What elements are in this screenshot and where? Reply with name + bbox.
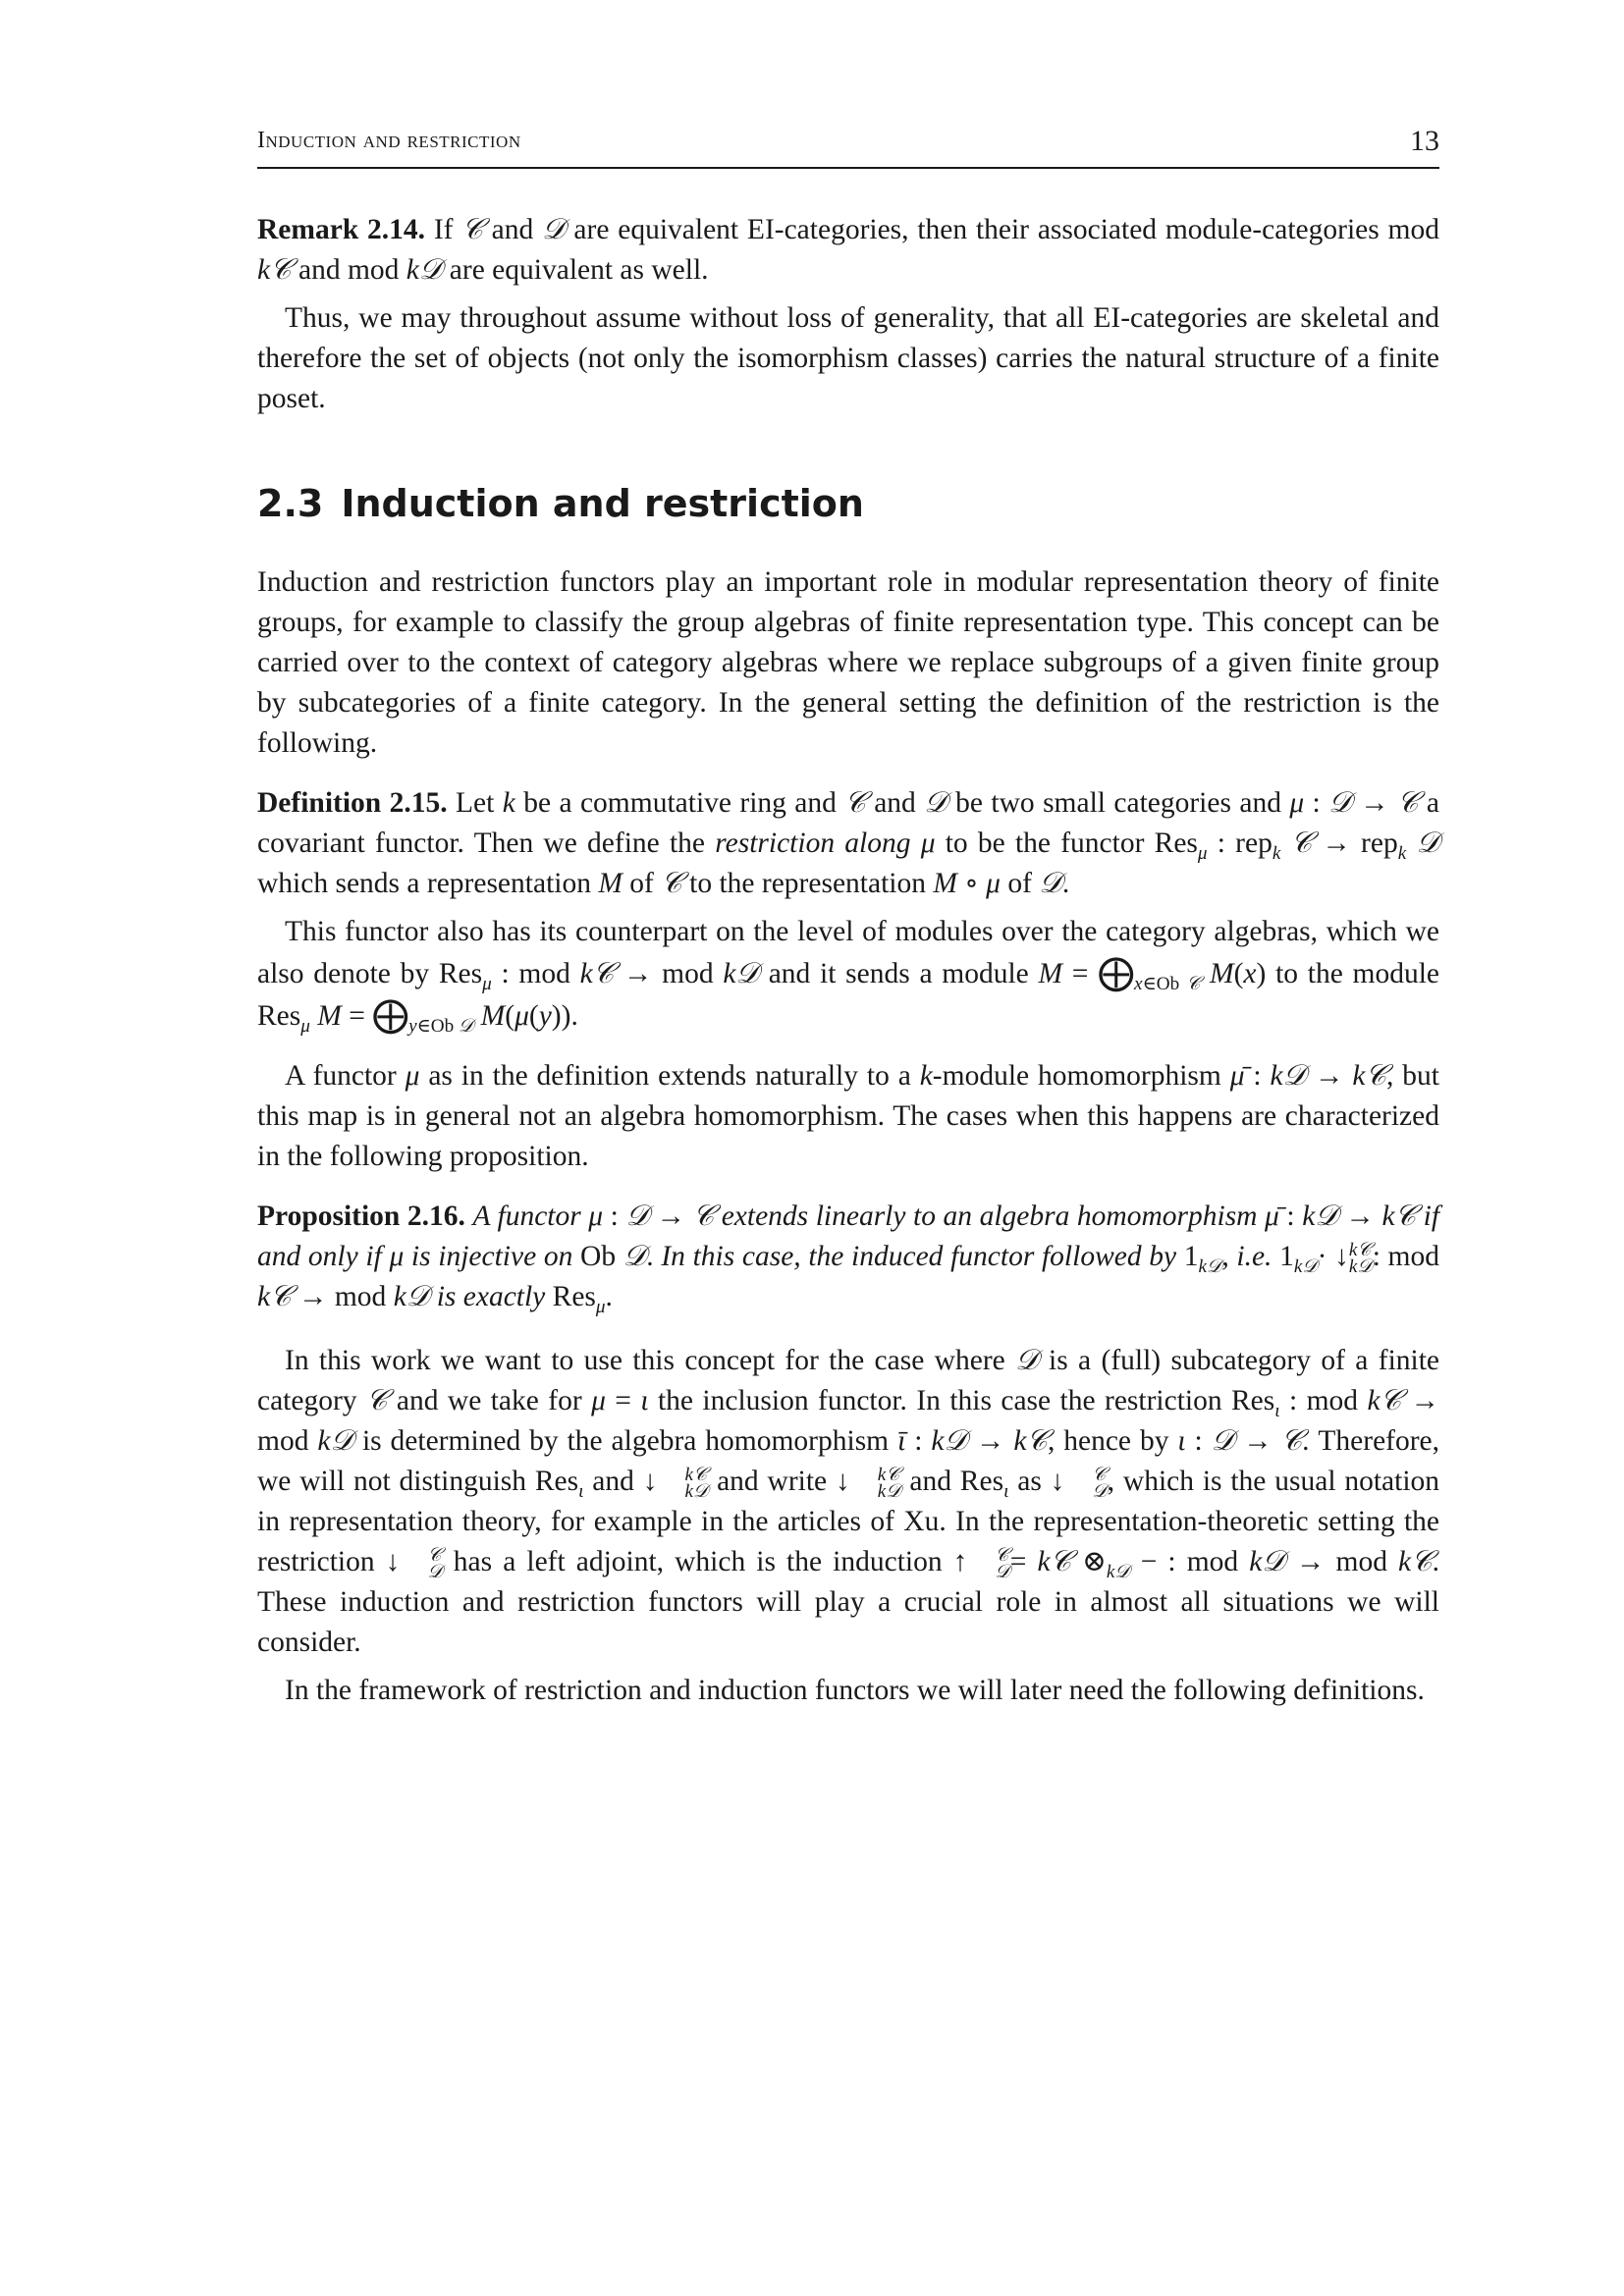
paragraph-thus: Thus, we may throughout assume without loss of generality, that all EI-categories are skeletal and therefore the set of objects (not only the isomorphism classes) carries the natural structure of a finite poset. [257, 302, 1439, 414]
paper-page [257, 124, 1439, 1711]
section-number: 2.3 [257, 482, 324, 525]
running-header [257, 124, 1439, 169]
paragraph-intro: Induction and restriction functors play an important role in modular representation theory of finite groups, for example to classify the group algebras of finite representation type. This concept can be carried over to the context of category algebras where we replace subgroups of a given finite group by subcategories of a finite category. In the general setting the definition of the restriction is the following. [257, 566, 1439, 759]
page-number: 13 [1410, 125, 1439, 157]
remark-text: If 𝒞 and 𝒟 are equivalent EI-categories, then their associated module-categories mod k𝒞 and mod k𝒟 are equivalent as well. [257, 214, 1439, 286]
definition-2-15 [257, 783, 1439, 904]
paragraph-functor: A functor μ as in the definition extends naturally to a k-module homomorphism μ̄ : k𝒟 → k𝒞, but this map is in general not an algebra homomorphism. The cases when this happens are characterized in the following proposition. [257, 1060, 1439, 1173]
remark-2-14 [257, 210, 1439, 291]
proposition-label: Proposition 2.16. [257, 1201, 465, 1233]
proposition-text: A functor μ : 𝒟 → 𝒞 extends linearly to an algebra homomorphism μ̄ : k𝒟 → k𝒞 if and only if μ is injective on Ob 𝒟. In this case, the induced functor followed by $1_{k𝒟}$, i.e. $1_{k𝒟}\cdot$ ↓ k𝒞 k𝒟 : mod k𝒞 → mod k𝒟 is exactly Res$_\mu$. [257, 1201, 1440, 1318]
running-title: Induction and restriction [257, 128, 521, 153]
section-title: Induction and restriction [341, 482, 864, 525]
paragraph-framework: In the framework of restriction and induction functors we will later need the following definitions. [285, 1675, 1425, 1707]
section-heading [257, 480, 1439, 527]
definition-label: Definition 2.15. [257, 787, 448, 819]
remark-label: Remark 2.14. [257, 214, 426, 245]
paragraph-counterpart: This functor also has its counterpart on the level of modules over the category algebras, which we also denote by Res$_\mu$ : mod k𝒞 → mod k𝒟 and it sends a module $M = ⨁_{x\in Ob 𝒞}$ M(x) to the module Res$_\mu$ $M = ⨁_{y\in Ob 𝒟}$ M(μ(y)). [257, 916, 1440, 1038]
proposition-2-16 [257, 1197, 1439, 1317]
definition-text: Let k be a commutative ring and 𝒞 and 𝒟 be two small categories and μ : 𝒟 → 𝒞 a covariant functor. Then we define the restriction along μ to be the functor Res$_\mu$ : rep$_k$ 𝒞 → rep$_k$ 𝒟 which sends a representation M of 𝒞 to the representation M ∘ μ of 𝒟. [257, 787, 1440, 899]
paragraph-this-work: In this work we want to use this concept for the case where 𝒟 is a (full) subcategory of a finite category 𝒞 and we take for μ = ι the inclusion functor. In this case the restriction Res$_\iota$ : mod k𝒞 → mod k𝒟 is determined by the algebra homomorphism ῑ : k𝒟 → k𝒞, hence by ι : 𝒟 → 𝒞. Therefore, we will not distinguish Res$_\iota$ and ↓ k𝒞 k𝒟 and write ↓ k𝒞 k𝒟 and Res$_\iota$ as ↓ 𝒞 𝒟 , which is the usual notation in representation theory, for example in the articles of Xu. In the representation-theoretic setting the restriction ↓ 𝒞 𝒟 has a left adjoint, which is the induction ↑ 𝒞 𝒟 = k𝒞 $\otimes_{k𝒟}$ − : mod k𝒟 → mod k𝒞. These induction and restriction functors will play a crucial role in almost all situations we will consider. [257, 1345, 1440, 1659]
